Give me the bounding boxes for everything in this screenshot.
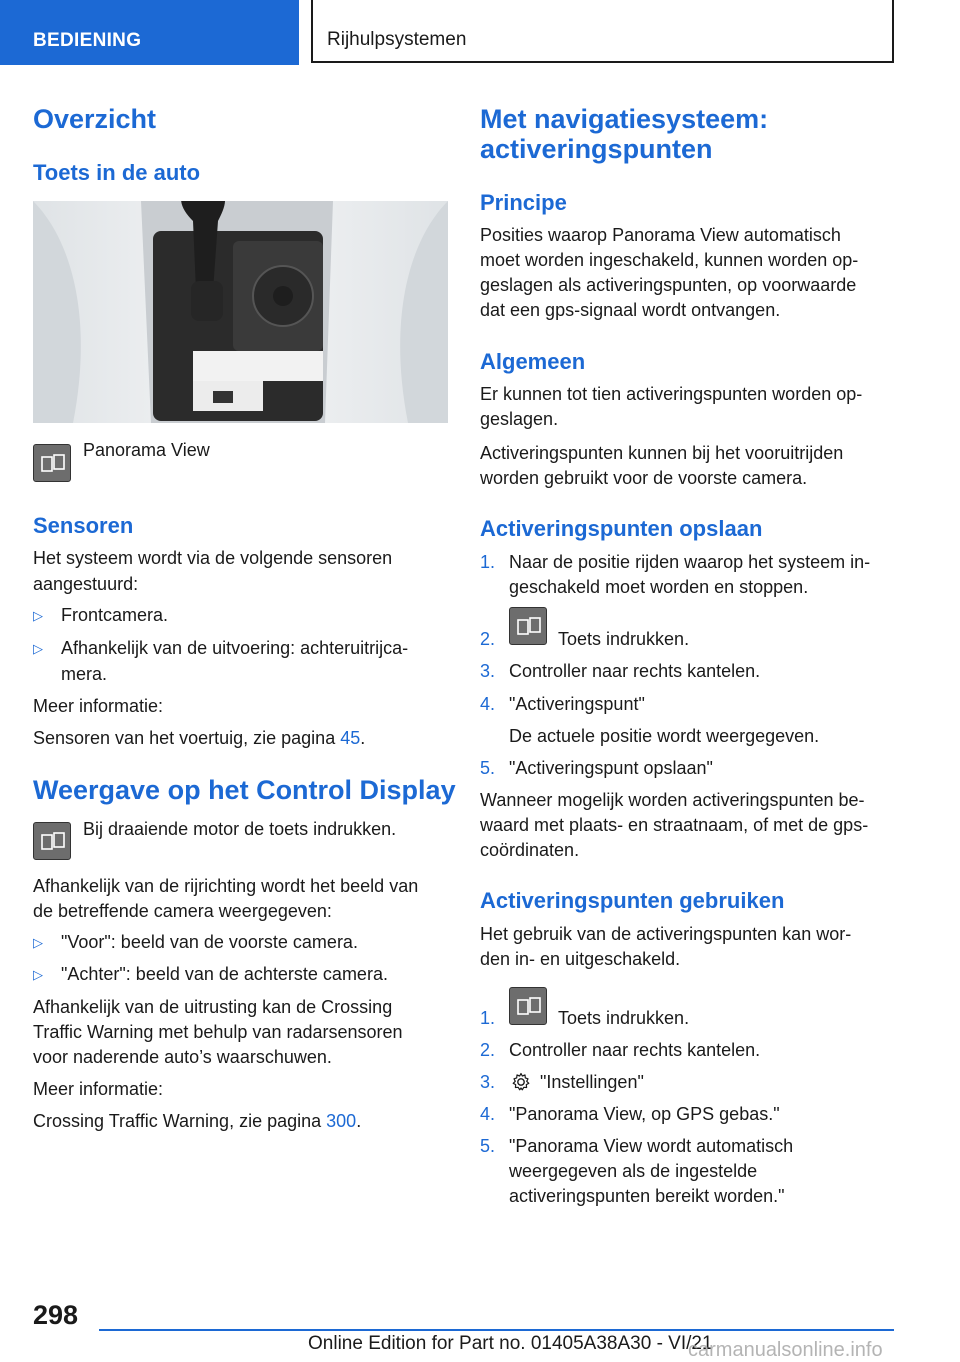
step-text: Toets indrukken.	[558, 1008, 690, 1028]
principle-line: moet worden ingeschakeld, kunnen worden op-	[480, 250, 859, 270]
step-text: "Panorama View, op GPS gebas."	[509, 1104, 780, 1124]
list-item: "Voor": beeld van de voorste camera.	[61, 932, 358, 952]
panorama-view-button-icon	[33, 822, 71, 860]
direction-text-line2: de betreffende camera weergegeven:	[33, 901, 332, 921]
section-label: BEDIENING	[33, 30, 142, 51]
direction-text-line1: Afhankelijk van de rijrichting wordt het beeld van	[33, 876, 419, 896]
step-number: 5.	[480, 758, 496, 778]
section-tab	[0, 0, 299, 65]
crossing-line1: Afhankelijk van de uitrusting kan de Crossing	[33, 997, 393, 1017]
chapter-tab	[311, 0, 894, 63]
list-item: Frontcamera.	[61, 605, 169, 625]
gear-icon	[511, 1072, 531, 1097]
list-item: "Achter": beeld van de achterste camera.	[61, 964, 388, 984]
step-number: 4.	[480, 694, 496, 714]
page-number: 298	[33, 1300, 79, 1330]
step-text: Controller naar rechts kantelen.	[509, 661, 761, 681]
page-link-45[interactable]: 45	[340, 728, 361, 748]
triangle-bullet-icon: ▷	[33, 935, 43, 950]
save-after-line: waard met plaats- en straatnaam, of met de gps-	[480, 815, 869, 835]
sensors-text: Het systeem wordt via de volgende sensoren aangestuurd:	[33, 548, 393, 594]
step-number: 4.	[480, 1104, 496, 1124]
step-number: 5.	[480, 1136, 496, 1156]
save-after-line: Wanneer mogelijk worden activeringspunten be-	[480, 790, 865, 810]
step-number: 1.	[480, 552, 496, 572]
triangle-bullet-icon: ▷	[33, 641, 43, 656]
heading-gebruiken: Activeringspunten gebruiken	[480, 888, 785, 913]
general-line: Activeringspunten kunnen bij het vooruitrijden	[480, 443, 844, 463]
more-info-label: Meer informatie:	[33, 696, 164, 716]
step-text: Toets indrukken.	[558, 629, 690, 649]
use-line: den in- en uitgeschakeld.	[480, 949, 681, 969]
heading-principe: Principe	[480, 190, 567, 215]
save-after-line: coördinaten.	[480, 840, 580, 860]
step-number: 2.	[480, 1040, 496, 1060]
panorama-view-button-icon	[509, 987, 547, 1025]
step-text: weergegeven als de ingestelde	[509, 1161, 758, 1181]
crossing-line3: voor naderende auto’s waarschuwen.	[33, 1047, 332, 1067]
step-text: "Instellingen"	[540, 1072, 644, 1092]
step-number: 3.	[480, 661, 496, 681]
heading-opslaan: Activeringspunten opslaan	[480, 516, 763, 541]
heading-navigation-line1: Met navigatiesysteem:	[480, 104, 769, 134]
step-text: activeringspunten bereikt worden."	[509, 1186, 785, 1206]
center-console-photo	[33, 201, 448, 423]
general-line: geslagen.	[480, 409, 559, 429]
list-item-cont: mera.	[61, 664, 108, 684]
step-text: "Activeringspunt opslaan"	[509, 758, 713, 778]
step-number: 3.	[480, 1072, 496, 1092]
panorama-view-button-icon	[33, 444, 71, 482]
page-link-300[interactable]: 300	[326, 1111, 357, 1131]
principle-line: dat een gps-signaal wordt ontvangen.	[480, 300, 781, 320]
reference-text: Crossing Traffic Warning, zie pagina	[33, 1111, 327, 1131]
more-info-label: Meer informatie:	[33, 1079, 164, 1099]
step-text: Naar de positie rijden waarop het systeem in-	[509, 552, 871, 572]
step-text: De actuele positie wordt weergegeven.	[509, 726, 820, 746]
step-text: geschakeld moet worden en stoppen.	[509, 577, 809, 597]
watermark: carmanualsonline.info	[688, 1339, 883, 1361]
step-number: 2.	[480, 629, 496, 649]
crossing-reference: Crossing Traffic Warning, zie pagina 300.	[33, 1111, 362, 1131]
step-text: "Activeringspunt"	[509, 694, 645, 714]
sensors-reference: Sensoren van het voertuig, zie pagina 45.	[33, 728, 366, 748]
footer-divider	[99, 1329, 894, 1331]
display-text: Bij draaiende motor de toets indrukken.	[83, 819, 397, 839]
heading-algemeen: Algemeen	[480, 349, 586, 374]
reference-text: Sensoren van het voertuig, zie pagina	[33, 728, 341, 748]
principle-line: geslagen als activeringspunten, op voorwaarde	[480, 275, 857, 295]
heading-sensoren: Sensoren	[33, 513, 134, 538]
general-line: Er kunnen tot tien activeringspunten worden op-	[480, 384, 863, 404]
section-heading-toets: Toets in de auto	[33, 160, 201, 185]
use-line: Het gebruik van de activeringspunten kan wor-	[480, 924, 852, 944]
heading-weergave: Weergave op het Control Display	[33, 775, 456, 805]
triangle-bullet-icon: ▷	[33, 967, 43, 982]
panorama-view-button-icon	[509, 607, 547, 645]
crossing-line2: Traffic Warning met behulp van radarsensoren	[33, 1022, 403, 1042]
list-item: Afhankelijk van de uitvoering: achteruitrijca-	[61, 638, 409, 658]
step-text: Controller naar rechts kantelen.	[509, 1040, 761, 1060]
edition-text: Online Edition for Part no. 01405A38A30 - VI/21	[308, 1333, 713, 1354]
image-caption: Panorama View	[83, 440, 210, 460]
heading-navigation-line2: activeringspunten	[480, 134, 713, 164]
principle-line: Posities waarop Panorama View automatisch	[480, 225, 841, 245]
step-text: "Panorama View wordt automatisch	[509, 1136, 794, 1156]
general-line: worden gebruikt voor de voorste camera.	[480, 468, 808, 488]
chapter-label: Rijhulpsystemen	[327, 29, 467, 50]
page-title: Overzicht	[33, 104, 157, 134]
step-number: 1.	[480, 1008, 496, 1028]
triangle-bullet-icon: ▷	[33, 608, 43, 623]
